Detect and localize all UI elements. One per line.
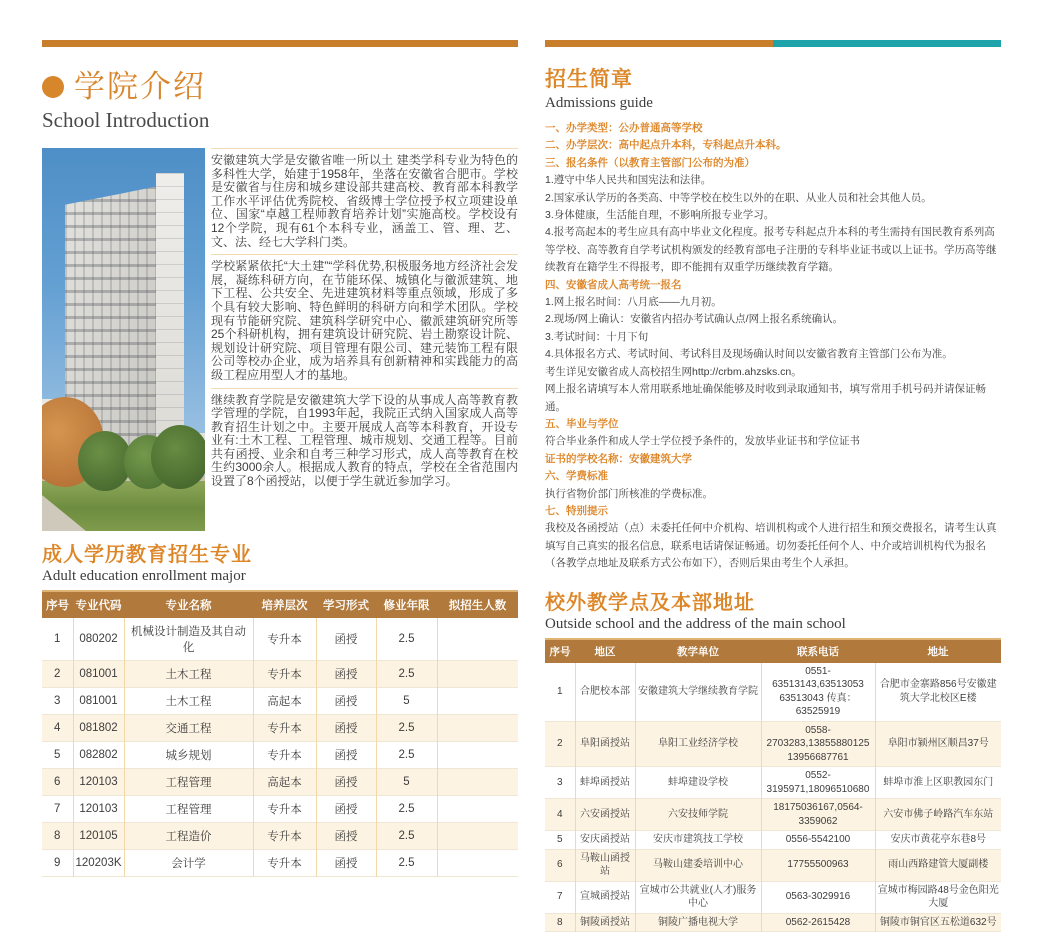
column-header: 地区: [594, 645, 616, 658]
column-header: 培养层次: [261, 600, 308, 612]
table-cell: [437, 823, 518, 850]
intro-content: [42, 148, 518, 531]
table-cell: 080202: [73, 618, 124, 661]
table-cell: 5: [376, 688, 437, 715]
table-cell: 函授: [316, 688, 376, 715]
table-cell: 阜阳市颍州区顺昌37号: [875, 721, 1001, 767]
table-cell: 专升本: [253, 715, 316, 742]
table-cell: 120103: [73, 796, 124, 823]
table-cell: 2.5: [376, 742, 437, 769]
table-cell: 3: [556, 776, 563, 788]
table-cell: 蚌埠建设学校: [635, 767, 761, 799]
table-cell: 专升本: [253, 742, 316, 769]
photo-tower-side: [156, 173, 184, 455]
guide-title-cn: 招生简章: [545, 68, 633, 91]
table-cell: 专升本: [253, 796, 316, 823]
table-cell: 机械设计制造及其自动化: [124, 618, 253, 661]
table-cell: 专升本: [253, 850, 316, 877]
table-cell: 宣城市梅园路48号金色阳光大厦: [875, 881, 1001, 913]
table-cell: 蚌埠函授站: [575, 767, 635, 799]
table-cell: 高起本: [253, 769, 316, 796]
table-cell: [437, 618, 518, 661]
guide-heading: 二、办学层次：高中起点升本科，专科起点升本科。: [545, 139, 787, 152]
table-cell: 城乡规划: [124, 742, 253, 769]
guide-text: 3.身体健康，生活能自理，不影响所报专业学习。: [545, 209, 775, 222]
table-row: [42, 850, 518, 877]
guide-heading: 一、办学类型：公办普通高等学校: [545, 122, 703, 134]
guide-heading: 证书的学校名称：安徽建筑大学: [545, 452, 692, 465]
table-cell: 081001: [73, 661, 124, 688]
table-cell: 六安函授站: [575, 799, 635, 831]
column-header: 序号: [549, 645, 571, 658]
bullet-circle-icon: [42, 76, 64, 98]
majors-section-header: [42, 538, 518, 585]
guide-text: 2.现场/网上确认：安徽省内招办考试确认点/网上报名系统确认。: [545, 313, 844, 326]
table-row: [42, 796, 518, 823]
table-cell: 8: [54, 830, 61, 842]
table-cell: 交通工程: [124, 715, 253, 742]
table-header-row: [42, 591, 518, 618]
column-header: 修业年限: [383, 600, 430, 612]
table-cell: 宣城市公共就业(人才)服务中心: [635, 881, 761, 913]
table-cell: 工程造价: [124, 823, 253, 850]
table-cell: 六安市佛子岭路汽车东站: [875, 799, 1001, 831]
table-cell: 2.5: [376, 850, 437, 877]
column-header: 地址: [927, 645, 949, 658]
table-cell: 081802: [73, 715, 124, 742]
majors-table: [42, 590, 518, 877]
guide-heading: 七、特别提示: [545, 504, 608, 517]
table-cell: 081001: [73, 688, 124, 715]
table-row: [42, 661, 518, 688]
table-cell: 函授: [316, 661, 376, 688]
right-page-column: [545, 40, 1001, 932]
table-cell: 5: [556, 834, 563, 846]
column-header: 联系电话: [797, 645, 839, 658]
admissions-guide-header: [545, 63, 1001, 112]
table-cell: 铜陵函授站: [575, 913, 635, 932]
column-header: 教学单位: [677, 645, 719, 658]
table-cell: 6: [54, 776, 61, 788]
table-cell: 9: [54, 857, 61, 869]
table-cell: [437, 742, 518, 769]
table-cell: 安庆市黄花亭东巷8号: [875, 831, 1001, 850]
column-header: 专业代码: [75, 600, 122, 612]
table-cell: [437, 769, 518, 796]
table-row: [545, 849, 1001, 881]
left-page-column: [42, 40, 518, 877]
left-top-bar: [42, 40, 518, 47]
intro-paragraph: 继续教育学院是安徽建筑大学下设的从事成人高等教育教学管理的学院，自1993年起，我院正式纳入国家成人高等教育招生计划之中。主要开展成人高等本科教育，开设专业有:土木工程、工程管理、城市规划、交通工程等。目前共有函授、业余和自考三种学习形式，成人高等教育在校生约3000余人。根据成人教育的特点，学校在全省范围内设置了8个函授站，以便于学生就近参加学习。: [211, 388, 518, 494]
table-row: [545, 721, 1001, 767]
table-cell: 6: [556, 859, 563, 871]
campus-photo: [42, 148, 205, 531]
table-row: [545, 913, 1001, 932]
table-cell: 函授: [316, 823, 376, 850]
table-row: [42, 688, 518, 715]
table-cell: [437, 796, 518, 823]
table-cell: 铜陵广播电视大学: [635, 913, 761, 932]
guide-text: 4.具体报名方式、考试时间、考试科目及现场确认时间以安徽省教育主管部门公布为准。: [545, 348, 953, 361]
guide-text: 3.考试时间：十月下旬: [545, 330, 649, 343]
table-row: [42, 742, 518, 769]
table-cell: [437, 715, 518, 742]
guide-text: 网上报名请填写本人常用联系地址确保能够及时收到录取通知书，填写常用手机号码并请保证畅通。: [545, 383, 986, 413]
table-cell: 2.5: [376, 715, 437, 742]
table-cell: 120105: [73, 823, 124, 850]
table-cell: 马鞍山建委培训中心: [635, 849, 761, 881]
majors-title-cn: 成人学历教育招生专业: [42, 544, 252, 566]
intro-paragraph: 安徽建筑大学是安徽省唯一所以土 建类学科专业为特色的多科性大学，始建于1958年，坐落在安徽省合肥市。学校是安徽省与住房和城乡建设部共建高校、教育部本科教学工作水平评估优秀院校、省级博士学位授予权立项建设单位、国家“卓越工程师教育培养计划”实施高校。学校设有12个学院，现有61个本科专业，涵盖工、管、理、艺、文、法、经七大学科门类。: [211, 148, 518, 254]
table-cell: 专升本: [253, 823, 316, 850]
table-cell: 蚌埠市淮上区职教园东门: [875, 767, 1001, 799]
guide-text: 2.国家承认学历的各类高、中等学校在校生以外的在职、从业人员和社会其他人员。: [545, 191, 932, 204]
table-cell: 阜阳工业经济学校: [635, 721, 761, 767]
table-cell: 合肥市金寨路856号安徽建筑大学北校区E楼: [875, 663, 1001, 722]
table-cell: 阜阳函授站: [575, 721, 635, 767]
table-cell: 0558-2703283,13855880125 13956687761: [761, 721, 875, 767]
table-cell: 土木工程: [124, 688, 253, 715]
table-row: [42, 769, 518, 796]
table-cell: 2.5: [376, 796, 437, 823]
table-cell: 8: [556, 916, 563, 928]
table-cell: 马鞍山函授站: [575, 849, 635, 881]
orange-bar: [545, 40, 773, 47]
column-header: 专业名称: [165, 600, 212, 612]
guide-text: 考生详见安徽省成人高校招生网http://crbm.ahzsks.cn。: [545, 365, 802, 378]
guide-text: 4.报考高起本的考生应具有高中毕业文化程度。报考专科起点升本科的考生需持有国民教育系列高等学校、高等教育自学考试机构颁发的经教育部电子注册的专科毕业证书或以上证书。学历高等继续教育在籍学生不得报考，即不能拥有双重学历继续教育学籍。: [545, 226, 997, 274]
table-cell: 0552-3195971,18096510680: [761, 767, 875, 799]
guide-heading: 三、报名条件（以教育主管部门公布的为准）: [545, 156, 755, 169]
table-cell: 0556-5542100: [761, 831, 875, 850]
guide-text: 执行省物价部门所核准的学费标准。: [545, 487, 713, 500]
table-cell: [437, 688, 518, 715]
table-cell: [437, 661, 518, 688]
table-cell: 18175036167,0564-3359062: [761, 799, 875, 831]
table-cell: 六安技师学院: [635, 799, 761, 831]
teal-bar: [773, 40, 1001, 47]
photo-tree-green: [151, 425, 205, 489]
guide-text: 我校及各函授站（点）未委托任何中介机构、培训机构或个人进行招生和预交费报名，请考生认真填写自己真实的报名信息，联系电话请保证畅通。切勿委托任何个人、中介或培训机构代为报名（各教学点地址及联系方式公布如下），否则后果由考生个人承担。: [545, 522, 997, 570]
table-row: [42, 823, 518, 850]
guide-list: [545, 120, 1001, 573]
table-cell: 4: [54, 722, 61, 734]
table-row: [42, 715, 518, 742]
guide-title-en: Admissions guide: [545, 95, 653, 111]
table-cell: 4: [556, 808, 563, 820]
table-cell: 2: [54, 668, 61, 680]
table-cell: 2.5: [376, 618, 437, 661]
table-cell: 安徽建筑大学继续教育学院: [635, 663, 761, 722]
table-cell: 合肥校本部: [575, 663, 635, 722]
table-cell: 2.5: [376, 823, 437, 850]
table-cell: 082802: [73, 742, 124, 769]
majors-title-en: Adult education enrollment major: [42, 568, 246, 584]
table-cell: 1: [54, 633, 61, 645]
table-row: [545, 767, 1001, 799]
table-cell: 17755500963: [761, 849, 875, 881]
guide-text: 1.遵守中华人民共和国宪法和法律。: [545, 174, 712, 187]
table-cell: 2: [556, 738, 563, 750]
table-cell: 函授: [316, 769, 376, 796]
table-row: [545, 831, 1001, 850]
locations-section-header: [545, 586, 1001, 633]
column-header: 拟招生人数: [448, 600, 507, 612]
column-header: 学习形式: [323, 600, 369, 612]
table-row: [42, 618, 518, 661]
table-cell: 雨山西路建管大厦副楼: [875, 849, 1001, 881]
guide-heading: 五、毕业与学位: [545, 417, 619, 430]
table-cell: 宣城函授站: [575, 881, 635, 913]
table-cell: 函授: [316, 715, 376, 742]
table-cell: 函授: [316, 742, 376, 769]
table-cell: 0563-3029916: [761, 881, 875, 913]
table-row: [545, 881, 1001, 913]
table-cell: 0562-2615428: [761, 913, 875, 932]
table-cell: 7: [556, 891, 563, 903]
locations-title-cn: 校外教学点及本部地址: [545, 591, 755, 614]
locations-table: [545, 638, 1001, 932]
table-cell: 土木工程: [124, 661, 253, 688]
table-cell: 5: [54, 749, 61, 761]
table-cell: 铜陵市铜官区五松道632号: [875, 913, 1001, 932]
table-cell: 函授: [316, 850, 376, 877]
table-cell: 函授: [316, 618, 376, 661]
table-cell: 2.5: [376, 661, 437, 688]
table-cell: 专升本: [253, 618, 316, 661]
table-cell: 会计学: [124, 850, 253, 877]
table-cell: 安庆市建筑技工学校: [635, 831, 761, 850]
table-cell: 120103: [73, 769, 124, 796]
table-cell: 0551-63513143,63513053 63513043 传真：63525919: [761, 663, 875, 722]
table-cell: 120203K: [73, 850, 124, 877]
column-header: 序号: [46, 600, 69, 612]
table-cell: 专升本: [253, 661, 316, 688]
table-row: [545, 663, 1001, 722]
section-title-en: School Introduction: [42, 108, 210, 132]
guide-heading: 四、安徽省成人高考统一报名: [545, 278, 682, 291]
guide-text: 1.网上报名时间：八月底——九月初。: [545, 296, 722, 309]
table-cell: 高起本: [253, 688, 316, 715]
table-cell: 工程管理: [124, 769, 253, 796]
table-cell: 1: [556, 685, 563, 697]
intro-paragraphs: [211, 148, 518, 531]
locations-title-en: Outside school and the address of the main school: [545, 615, 846, 632]
table-cell: [437, 850, 518, 877]
table-header-row: [545, 639, 1001, 663]
section-title-cn: 学院介绍: [74, 69, 206, 104]
right-top-bar: [545, 40, 1001, 47]
table-cell: 安庆函授站: [575, 831, 635, 850]
table-cell: 函授: [316, 796, 376, 823]
table-cell: 7: [54, 803, 61, 815]
school-introduction-header: [42, 68, 518, 106]
table-cell: 5: [376, 769, 437, 796]
table-cell: 3: [54, 695, 61, 707]
table-cell: 工程管理: [124, 796, 253, 823]
guide-heading: 六、学费标准: [545, 470, 608, 483]
guide-text: 符合毕业条件和成人学士学位授予条件的，发放毕业证书和学位证书: [545, 435, 860, 448]
orange-bar: [42, 40, 518, 47]
intro-paragraph: 学校紧紧依托“大土建”“学科优势,积极服务地方经济社会发展，凝练科研方向，在节能环保、城镇化与徽派建筑、地下工程、公共安全、先进建筑材料等重点领域，形成了多个具有较大影响、特色鲜明的科研方向和学术团队。学校现有节能研究院、建筑科学研究中心、徽派建筑研究所等25个科研机构，拥有建筑设计研究院、岩土勘察设计院、规划设计研究院、项目管理有限公司、建元装饰工程有限公司等校办企业，成为培养具有创新精神和实践能力的高级工程应用型人才的基地。: [211, 254, 518, 387]
